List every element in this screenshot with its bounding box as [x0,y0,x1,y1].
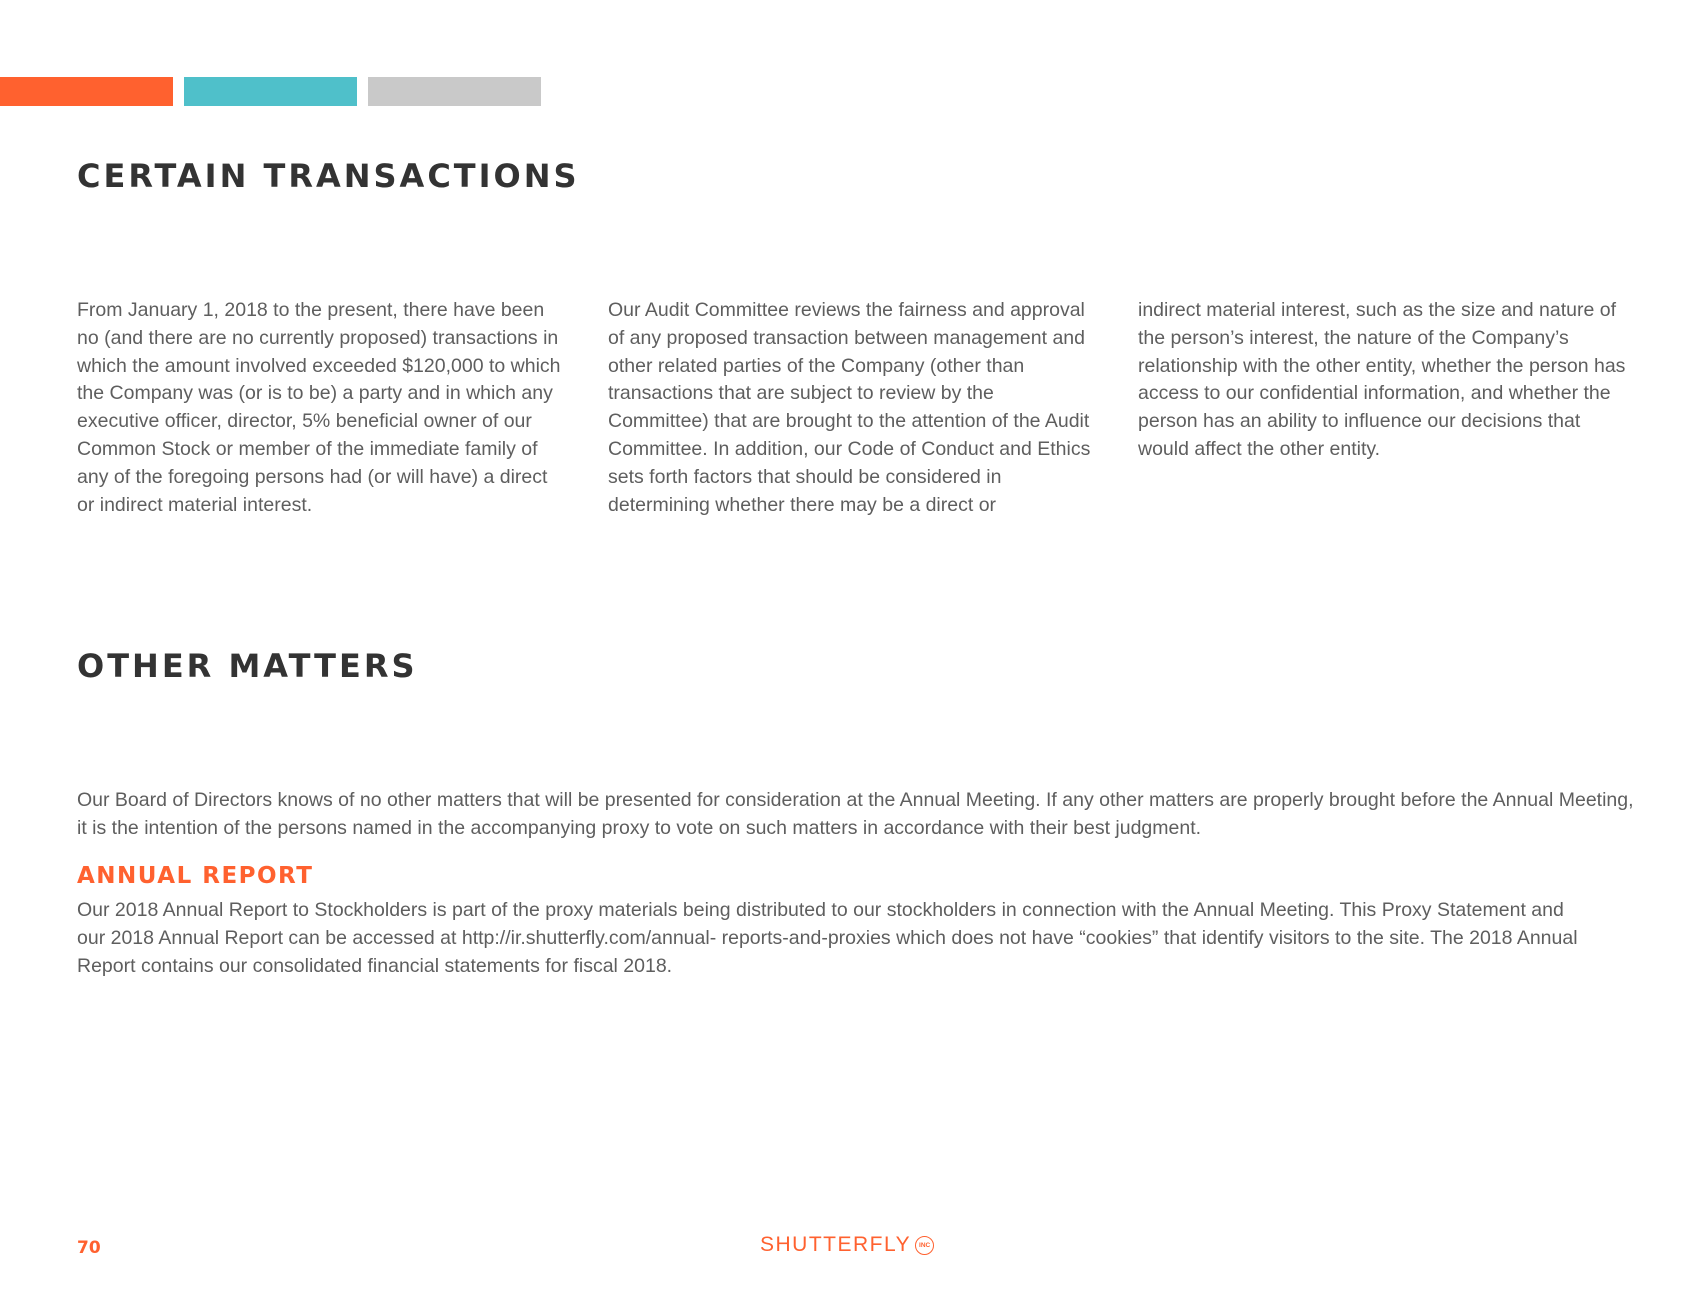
annual-report-heading: ANNUAL REPORT [77,863,314,889]
accent-bar-teal [184,77,357,106]
accent-bar-orange [0,77,173,106]
shutterfly-logo [760,1233,934,1257]
logo-wordmark: SHUTTERFLY [760,1233,912,1256]
certain-transactions-column-3: indirect material interest, such as the size and nature of the person’s interest, the nature of the Company’s relationship with the other entity, whether the person has access to our confidential information, and whether the person has an ability to influence our decisions that would affect the other entity. [1138,299,1626,460]
other-matters-heading: OTHER MATTERS [77,647,418,685]
other-matters-paragraph: Our Board of Directors knows of no other matters that will be presented for consideration at the Annual Meeting. If any other matters are properly brought before the Annual Meeting, it is the intention of the persons named in the accompanying proxy to vote on such matters in accordance with their best judgment. [77,789,1634,839]
certain-transactions-heading: CERTAIN TRANSACTIONS [77,157,580,195]
certain-transactions-column-2: Our Audit Committee reviews the fairness and approval of any proposed transaction between management and other related parties of the Company (other than transactions that are subject to review by the Committee) that are brought to the attention of the Audit Committee. In addition, our Code of Conduct and Ethics sets forth factors that should be considered in determining whether there may be a direct or [608,299,1091,516]
annual-report-paragraph: Our 2018 Annual Report to Stockholders is part of the proxy materials being distributed to our stockholders in connection with the Annual Meeting. This Proxy Statement and our 2018 Annual Report can be accessed at http://ir.shutterfly.com/annual- reports-and-proxies which does not have “cookies” that identify visitors to the site. The 2018 Annual Report contains our consolidated financial statements for fiscal 2018. [77,899,1578,977]
logo-inc-badge-icon: INC [915,1236,934,1255]
accent-bar-gray [368,77,541,106]
certain-transactions-column-1: From January 1, 2018 to the present, there have been no (and there are no currently proposed) transactions in which the amount involved exceeded $120,000 to which the Company was (or is to be) a party and in which any executive officer, director, 5% beneficial owner of our Common Stock or member of the immediate family of any of the foregoing persons had (or will have) a direct or indirect material interest. [77,299,561,516]
page-number: 70 [77,1238,101,1258]
